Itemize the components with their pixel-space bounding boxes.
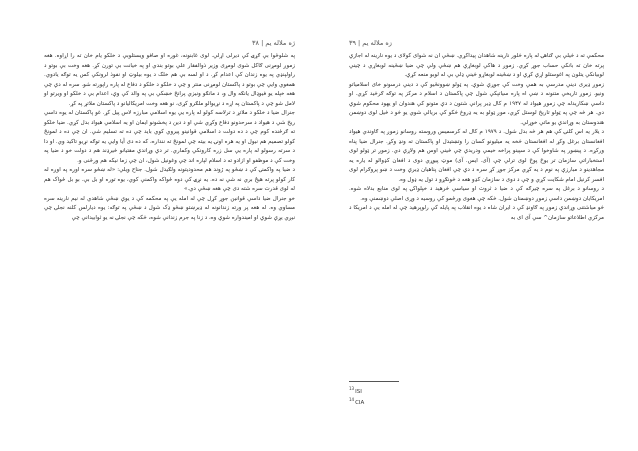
paragraph: محکمې ته د څیلې بې ګناهۍ له پاره څلور نارینه شاهدان پیداکړي. ښځې ان نه شوای کولای د یوه نارینه له اجازې پرته خان ته بانکي حساب جوړ کړي. زموږ د هاکي لوبغاړې هم ښځې ولې چې ضیا ښځینه لوبغاړي د چیني لوبیانکي یتلون په اغوستلو اړې کړې او د ښځینه لوبغاړو څینې ډلې بې له لوبو منعه کړې. — [349, 53, 604, 78]
footnote — [349, 396, 399, 407]
footnote-text: ISI — [355, 388, 362, 395]
footnote-text: CIA — [355, 399, 365, 406]
left-page-body — [44, 52, 295, 223]
footnote-number: 13 — [349, 386, 355, 391]
running-header-left: ژه ملاله یم | ۳۸ — [252, 39, 295, 47]
paragraph: د یلار یه اس کلنۍ کې هم هر څه بدل شول. د ۱۹۷۹ م کال له کرسمیس وروسته روسانو زموږ په ګاوندي هیواد افغانستان برغل وکړ له افغانستان څخه یه میلیونو کسان را وتښتیدل او پاکستان ته ونډ وکړ. جنرال ضیا پناه ورکړه. د پیښور په شاوخوا کې د سپینو پراخه خیمې ودریدې چې څینې اوس هم ولاړې دي. زموږ تر ټولو لوی استخباراتي سازمان تر یوځ پوځ لوی ترلې چې (آی. ایس. آی) موټ پیوړي دوی د افغان کډوالو له یاره یه مجاهدینو د مبارزې په نوم د یه کړي مرکز جوړ کړ سره د دې چې افغان پناهیان ډیرې وخت د ښو پروګرام لوی افسر کرنیل امام شکایت کړي و چې د دوی د سازمان کډو هغه د څونګړو د تول یه ډول وه. — [349, 129, 604, 183]
paragraph: د ضیا په واکمنۍ کې د ښځو په ژوند هم محدودیتونه ولګیدل شول. جناح ویلي: «له ښځو سره اوږه په اوږه له کار کولو پرته هیڅ بري نه شي نه ده. یه نړۍ کې دوه ځواکه واکمنې کوي، یوه توره او بل بې. بو بل ځواک هم له لوی قدرت سره شته دی چې هغه ښځې دي.» — [44, 167, 295, 192]
paragraph: د روسانو د برغل په سره چیرګه کې د ضیا د ثروت او سیاسي څرهید د خپلواکۍ په لوی منابع بدلاه شوه. امریکایان دوښمن داسې زموږ دوښمنان شول. څکه چې هغوی ورځمو کې روسیه د وړی اصلي دوښمنې وه. — [349, 186, 604, 202]
right-page — [319, 0, 638, 451]
running-header-right: زه ملاله یم | ۳۹ — [349, 39, 392, 47]
paragraph: خو جنرال ضیا داسې قوانین جوړ کړل چې له امله یې په محکمه کې د یوې ښځې شاهدي له نیم نارینه سره مساوي وه. له هغه پر ورته زندانونه له ډیرښتو ښځو ډک شول د ښځې په توګه: یوه دیارلس کلنه نجلۍ چې نیږي یړې شوې او امیندواره شوې وه، د زنا په جرم زنداني شوه، څکه چې نجلۍ نه یو ثوابیداني چې — [44, 195, 295, 221]
footnotes — [349, 381, 399, 407]
paragraph: څو میاشتنی وړاندې زموږ په ګاونډ کې د ایران شاه د یوه انقلاب په پایله کې رلوپرهید چې له امله یې د امریکا د مرکزي اطلاعاتو سازمان^ سي آی ای به — [349, 205, 604, 221]
footnote-rule — [349, 381, 399, 382]
paragraph: زموږ ډیری دیني مدرسې به همې وخت کې جوړې شوې. په ټولو ښوونځیو کې د دیني درسونو خای اسلامیاتو ونیو. زموږ تاریخي متنونه د ښې اه پاره سیاتپکې شول چې پاکستان د اسلام د مرکز په توګه ګرڅید کړي. او داسې ښکاریدله چې زموږ هیواد له ۱۹۴۷ م کال ډیر پرانې شتون د دې متونو کې هندوان او یهود محکوم شوې دي. هر څه چې په ټولو تاریخ لوستل کړي، موږ ټولو به یه ډروغ څکو کې بریالي شوي یو څو د څیل لوی دوښمن هندوستان به وړاندې یو ماتې خوړلي. — [349, 81, 604, 126]
paragraph: جنرال ضیا د خلکو د ملاتړ د ترلاسه کولو له پاره یې یوه اسلامي مبارزه لاس پیل کړ. غو پاکستان له یوه داسې ریخ شي د هیواد د سرحدونو دفاع وکړي شي او د دين د پخشونو ایمان او یه اسلامي هیواد بدل کړي. ضیا خلکو ته ګرځنده کوم چې د ده دولت د اسلامي قوانینو پیروي کوي باید چې ده ته تسلیم شي. ان چې ده د لمونځ کولو تصمیم هم نیول او یه هره اونۍ یه بیته چې لمونځ ته ننداره، که ده دی آیا وایي یه توګه نړیو تاکید وي. او دا د سرته رسولو له پاره یې سل زره کارونکي وکماري. تر دې وړاندې مقتیانو څیرډند هم د دولت خو د ضیا په وخت کې د موظفو او ازادو ته د اسلام لپاره اند چې وغونیل شول، ان چې زما نیکه هم ورځنی و. — [44, 110, 295, 164]
footnote — [349, 385, 399, 396]
paragraph: په شلوځوا بې ګړۍ کې دیرلی اړلي. لوی غابنونه، غوره او صافو ویستلوبې د خلکو یام خان ته را اړاوه. هغه زموږ لومړنی ګاکل شوی لومړی وزیر ذوالفقار علي بوتو بندي او په خیانت بې تورن کړ. هغه وخت بې بوتو د راولپنډي په یوه زندان کې اعدام کړ. د او لسه بې هم خلک د یوه بیلوټ او نفوذ لرونکي کس یه توګه یادوي. همغوي وایي چې بوتو د پاکستان لومړنی منتر و چې د خلکو د خلکو د دفاع له پاره راپورته شو. سره له دې چې هغه خپله یو فیوډال یانګه وال و، د مانګو ونیزي پرانځ خښکي بې په والد کې وې، اعدام بې د خلکو او ویرتو او لامل شو چې د پاکستان په اړه د نړیوالو ملګرو کړی، نو هغه وخت امریکالیانو د پاکستان ملاتړ په کړ. — [44, 53, 295, 107]
footnote-number: 14 — [349, 396, 355, 402]
right-page-body — [349, 52, 604, 223]
